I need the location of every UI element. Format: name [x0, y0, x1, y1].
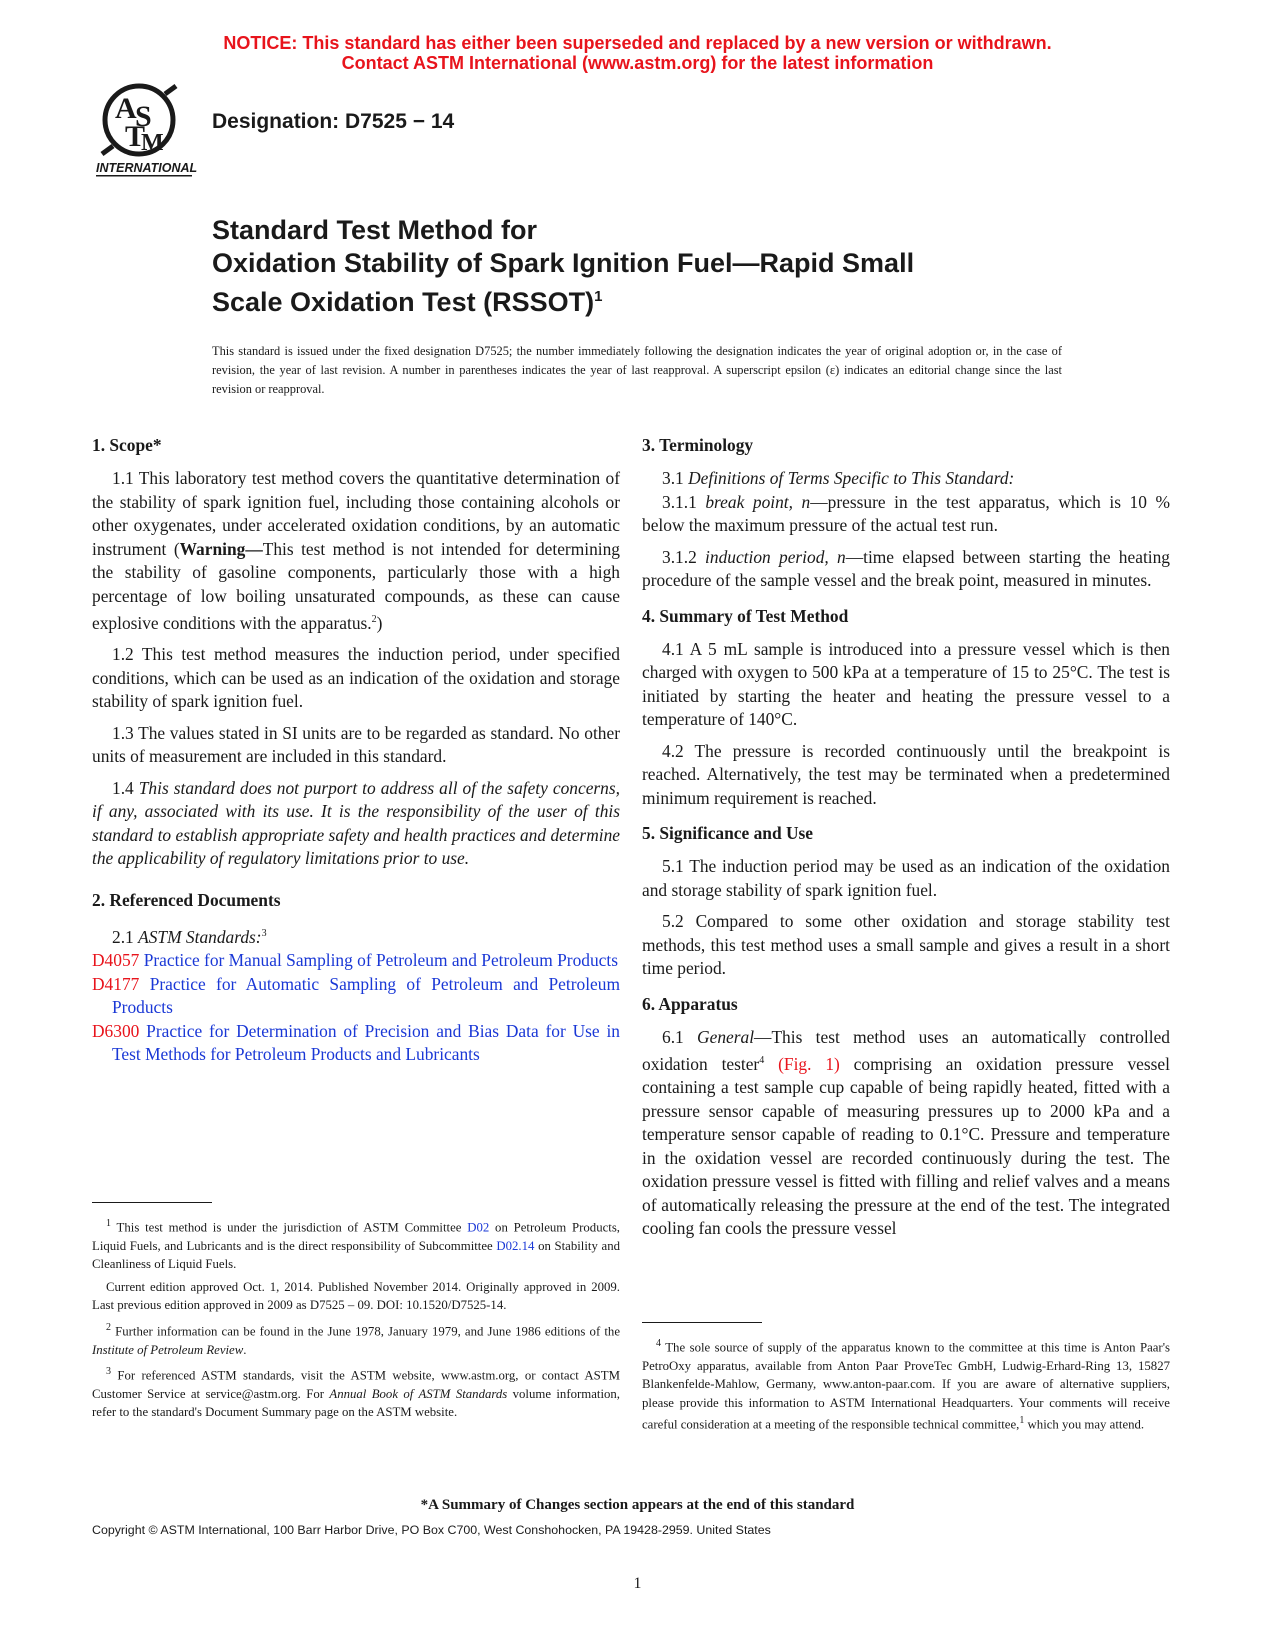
- paragraph-1-2: 1.2 This test method measures the induction period, under specified conditions, which can be used as an indication of the oxidation and storage stability of spark ignition fuel.: [92, 644, 620, 712]
- right-column: [642, 434, 1170, 1249]
- paragraph-2-1: 2.1 ASTM Standards:$^3$: [112, 926, 267, 947]
- section-heading-scope: 1. Scope*: [92, 435, 162, 455]
- footnotes-left: [92, 1202, 620, 1426]
- paragraph-4-1: 4.1 A 5 mL sample is introduced into a pressure vessel which is then charged with oxygen to 500 kPa at a temperature of 15 to 25°C. The test is initiated by starting the heater and heating the pressure vessel to a temperature of 140°C.: [642, 638, 1170, 729]
- paragraph-5-2: 5.2 Compared to some other oxidation and storage stability test methods, this test method uses a small sample and gives a result in a short time period.: [642, 911, 1170, 978]
- reference-d4177[interactable]: D4177 Practice for Automatic Sampling of Petroleum and Petroleum Products: [92, 973, 620, 1018]
- paragraph-3-1-1: 3.1.1 break point, n—pressure in the test apparatus, which is 10 % below the maximum pressure of the actual test run.: [642, 491, 1170, 535]
- section-heading-significance: 5. Significance and Use: [642, 823, 814, 843]
- svg-text:M: M: [141, 130, 164, 156]
- title-line-3: Scale Oxidation Test (RSSOT)$^1$: [212, 287, 603, 317]
- svg-text:A: A: [115, 92, 137, 125]
- notice-line-1: NOTICE: This standard has either been superseded and replaced by a new version or withdrawn.: [223, 33, 1052, 53]
- footnote-1: $^1$ This test method is under the jurisdiction of ASTM Committee D02 on Petroleum Products, Liquid Fuels, and Lubricants and is the direct responsibility of Subcommittee D02.14 on Stability and Cleanliness of Liquid Fuels.: [92, 1218, 621, 1272]
- paragraph-4-2: 4.2 The pressure is recorded continuously until the breakpoint is reached. Alternatively, the test may be terminated when a predetermined minimum requirement is reached.: [642, 740, 1170, 808]
- paragraph-5-1: 5.1 The induction period may be used as an indication of the oxidation and storage stability of spark ignition fuel.: [642, 856, 1170, 900]
- svg-text:S: S: [135, 100, 152, 133]
- footnote-ref-4[interactable]: 4: [759, 1055, 765, 1066]
- title-line-2: Oxidation Stability of Spark Ignition Fuel—Rapid Small: [212, 248, 915, 278]
- section-heading-apparatus: 6. Apparatus: [642, 993, 738, 1014]
- paragraph-1-4: 1.4 This standard does not purport to address all of the safety concerns, if any, associated with its use. It is the responsibility of the user of this standard to establish appropriate safety and health practices and determine the applicability of regulatory limitations prior to use.: [92, 777, 620, 869]
- left-column: [92, 434, 620, 1067]
- subcommittee-d0214-link[interactable]: D02.14: [496, 1238, 535, 1253]
- footnote-ref-2[interactable]: 2: [371, 614, 377, 625]
- svg-text:T: T: [125, 120, 146, 153]
- section-heading-referenced-documents: 2. Referenced Documents: [92, 889, 281, 910]
- notice-line-2: Contact ASTM International (www.astm.org) for the latest information: [341, 53, 934, 73]
- figure-1-link[interactable]: (Fig. 1): [778, 1053, 840, 1074]
- reference-d4057[interactable]: D4057 Practice for Manual Sampling of Petroleum and Petroleum Products: [92, 950, 618, 971]
- astm-logo-icon: [92, 80, 202, 180]
- footnote-3: $^3$ For referenced ASTM standards, visit the ASTM website, www.astm.org, or contact ASTM Customer Service at service@astm.org. For Annual Book of ASTM Standards volume information, refer to the standard's Document Summary page on the ASTM website.: [92, 1366, 620, 1420]
- footnote-rule: [92, 1202, 212, 1203]
- paragraph-6-1: 6.1 General—This test method uses an automatically controlled oxidation tester$^4$ (Fig. 1) comprising an oxidation pressure vessel containing a test sample cup capable of being rapidly heated, fitted with a pressure sensor capable of measuring pressures up to 2000 kPa and a temperature sensor capable of reading to 0.1°C. Pressure and temperature in the oxidation vessel are recorded continuously during the test. The oxidation pressure vessel is fitted with filling and relief valves and a means of automatically releasing the pressure at the end of the test. The integrated cooling fan cools the pressure vessel: [642, 1026, 1170, 1239]
- footnote-rule: [642, 1322, 762, 1323]
- title-footnote-mark[interactable]: 1: [594, 288, 603, 305]
- paragraph-1-3: 1.3 The values stated in SI units are to be regarded as standard. No other units of measurement are included in this standard.: [92, 722, 620, 767]
- footnote-2: $^2$ Further information can be found in the June 1978, January 1979, and June 1986 editions of the Institute of Petroleum Review.: [92, 1321, 620, 1357]
- paragraph-1-1: 1.1 This laboratory test method covers the quantitative determination of the stability of spark ignition fuel, including those containing alcohols or other oxygenates, under accelerated oxidation conditions, by an automatic instrument (Warning—This test method is not intended for determining the stability of gasoline components, particularly those with a high percentage of low boiling unsaturated compounds, as these can cause explosive conditions with the apparatus.$^2$): [92, 468, 620, 633]
- footnote-ref-3[interactable]: 3: [261, 927, 267, 939]
- paragraph-3-1-2: 3.1.2 induction period, n—time elapsed between starting the heating procedure of the sample vessel and the break point, measured in minutes.: [642, 546, 1170, 590]
- section-heading-summary: 4. Summary of Test Method: [642, 605, 849, 626]
- section-heading-terminology: 3. Terminology: [642, 435, 754, 455]
- summary-of-changes-note: *A Summary of Changes section appears at the end of this standard: [420, 1497, 855, 1513]
- committee-d02-link[interactable]: D02: [467, 1220, 490, 1235]
- footnote-4: $^4$ The sole source of supply of the apparatus known to the committee at this time is Anton Paar's PetroOxy apparatus, available from Anton Paar ProveTec GmbH, Ludwig-Erhard-Ring 13, 15827 Blankenfelde-Mahlow, Germany, www.anton-paar.com. If you are aware of alternative suppliers, please provide this information to ASTM International Headquarters. Your comments will receive careful consideration at a meeting of the responsible technical committee,$^1$ which you may attend.: [642, 1338, 1170, 1432]
- title-line-1: Standard Test Method for: [212, 215, 538, 245]
- preamble-text: This standard is issued under the fixed designation D7525; the number immediately following the designation indicates the year of original adoption or, in the case of revision, the year of last revision. A number in parentheses indicates the year of last reapproval. A superscript epsilon (ε) indicates an editorial change since the last revision or reapproval.: [212, 344, 1062, 396]
- copyright-line: Copyright © ASTM International, 100 Barr Harbor Drive, PO Box C700, West Conshohocken, PA 19428-2959. United States: [92, 1523, 771, 1537]
- logo-text: INTERNATIONAL: [96, 161, 198, 175]
- footnote-1-edition: Current edition approved Oct. 1, 2014. Published November 2014. Originally approved in 2009. Last previous edition approved in 2009 as D7525 – 09. DOI: 10.1520/D7525-14.: [92, 1279, 620, 1313]
- paragraph-3-1: 3.1 Definitions of Terms Specific to This Standard:: [662, 468, 1015, 488]
- reference-d6300[interactable]: D6300 Practice for Determination of Precision and Bias Data for Use in Test Methods for Petroleum Products and Lubricants: [92, 1020, 620, 1065]
- withdrawal-notice: [0, 33, 1275, 73]
- footnotes-right: [642, 1322, 1170, 1438]
- designation: Designation: D7525 − 14: [212, 110, 455, 133]
- document-title: [212, 214, 914, 319]
- page-number: 1: [633, 1575, 642, 1592]
